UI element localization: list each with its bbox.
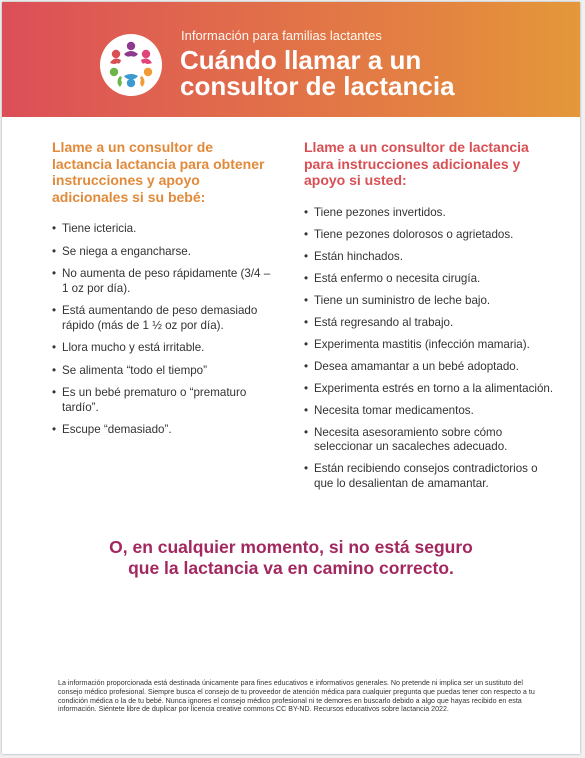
list-item-text: Necesita asesoramiento sobre cómo seleccionar un sacaleches adecuado. [314,425,508,453]
bullet: • [304,381,309,395]
parent-section-heading: Llame a un consultor de lactancia para instrucciones adicionales y apoyo si usted: [304,139,529,188]
list-item [304,360,554,375]
list-item [304,338,554,353]
list-item [52,245,272,260]
list-item-text: Están hinchados. [314,249,403,263]
list-item [52,386,272,415]
bullet: • [52,363,57,377]
family-circle-logo-icon [100,34,162,96]
list-item [304,404,554,419]
bullet: • [52,304,57,317]
list-item [304,272,554,287]
list-item-text: Tiene un suministro de leche bajo. [314,293,491,307]
callout-message [2,537,580,579]
bullet: • [304,205,309,219]
list-item-text: No aumenta de peso rápidamente (3/4 – 1 oz por día). [62,267,271,295]
list-item [52,304,272,333]
list-item [304,250,554,265]
baby-section-heading: Llame a un consultor de lactancia lactancia para obtener instrucciones y apoyo adicionales si su bebé: [52,139,265,205]
bullet: • [52,423,57,436]
list-item-text: Está aumentando de peso demasiado rápido (más de 1 ½ oz por día). [62,304,258,332]
bullet: • [304,462,309,475]
page-title-line-2: consultor de lactancia [180,71,455,101]
list-item [52,364,272,379]
bullet: • [52,267,57,280]
list-item [304,426,554,455]
list-item-text: Está regresando al trabajo. [314,315,454,329]
list-item-text: Se alimenta “todo el tiempo” [62,363,207,377]
page-title-line-1: Cuándo llamar a un [180,45,422,75]
bullet: • [52,244,57,258]
list-item-text: Experimenta mastitis (infección mamaria). [314,337,530,351]
list-item [52,423,272,438]
list-item [304,316,554,331]
list-item [304,206,554,221]
document-page [2,2,580,754]
list-item-text: Tiene pezones invertidos. [314,205,446,219]
list-item [304,462,554,491]
bullet: • [304,403,309,417]
header-kicker: Información para familias lactantes [181,28,382,43]
list-item [52,341,272,356]
bullet: • [52,222,57,235]
bullet: • [304,293,309,307]
bullet: • [304,249,309,263]
bullet: • [52,341,57,354]
list-item-text: Desea amamantar a un bebé adoptado. [314,359,519,373]
list-item-text: Tiene pezones dolorosos o agrietados. [314,227,514,241]
list-item-text: Llora mucho y está irritable. [62,341,205,354]
bullet: • [304,425,309,439]
list-item-text: Necesita tomar medicamentos. [314,403,474,417]
list-item-text: Tiene ictericia. [62,222,137,235]
list-item [304,228,554,243]
list-item [304,382,554,397]
bullet: • [304,271,309,285]
baby-section [52,139,272,446]
baby-reasons-list [52,222,272,438]
list-item [304,294,554,309]
list-item [52,222,272,237]
list-item-text: Se niega a engancharse. [62,244,191,258]
page-title [180,47,455,99]
header-banner [2,2,580,117]
list-item-text: Están recibiendo consejos contradictorios o que lo desalientan de amamantar. [314,462,538,490]
bullet: • [304,359,309,373]
parent-reasons-list [304,206,554,492]
bullet: • [304,227,309,241]
bullet: • [304,337,309,351]
list-item-text: Experimenta estrés en torno a la alimentación. [314,381,554,395]
parent-section [304,139,554,499]
bullet: • [304,315,309,329]
list-item-text: Está enfermo o necesita cirugía. [314,271,481,285]
bullet: • [52,386,57,399]
callout-line-2: que la lactancia va en camino correcto. [128,558,454,578]
list-item-text: Es un bebé prematuro o “prematuro tardío”. [62,386,247,414]
list-item-text: Escupe “demasiado”. [62,423,172,436]
callout-line-1: O, en cualquier momento, si no está seguro [109,537,473,557]
list-item [52,267,272,296]
disclaimer-text: La información proporcionada está destinada únicamente para fines educativos e informativos generales. No pretende ni implica ser un sustituto del consejo médico profesional. Siempre busca el consejo de tu proveedor de atención médica para cualquier pregunta que puedas tener con respecto a tu condición médica o la de tu bebé. Nunca ignores el consejo médico profesional ni te demores en buscarlo debido a algo que hayas recibido en esta información. Siéntete libre de duplicar por licencia creative commons CC BY-ND. Recursos educativos sobre lactancia 2022. [58,679,535,714]
